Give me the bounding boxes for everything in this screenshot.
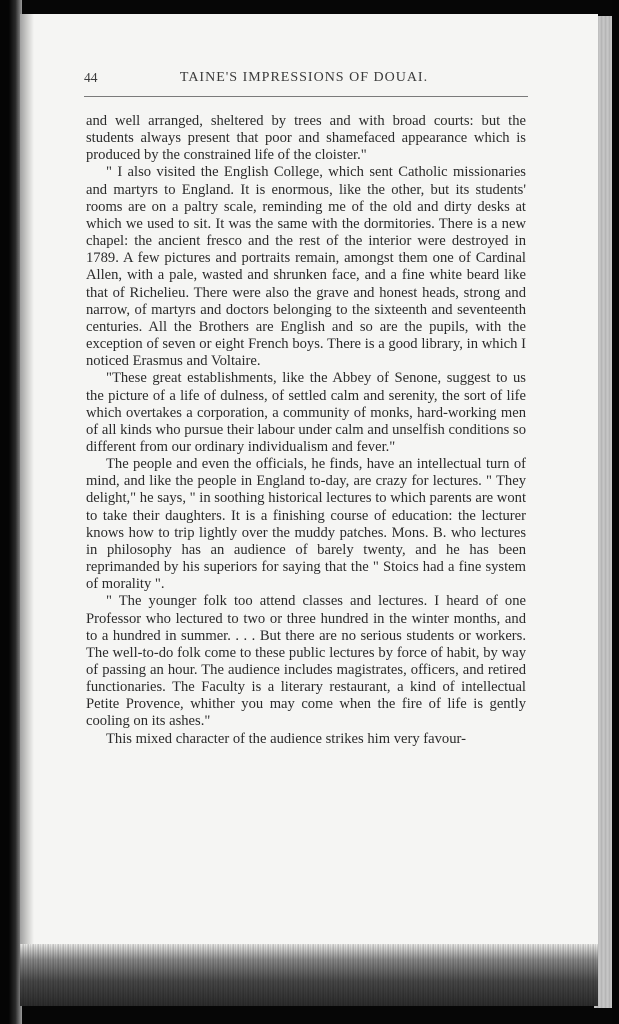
paragraph: The people and even the officials, he finds, have an intellectual turn of mind, and like the people in England to-day, are crazy for lectures. " They delight," he says, " in soothing historical lectures to which parents are wont to take their daughters. It is a finishing course of education: the lecturer knows how to trip lightly over the muddy patches. Mons. B. who lectures in philosophy has an audience of barely twenty, and he has been reprimanded by his superiors for saying that the " Stoics had a fine system of morality ". <box>86 456 526 593</box>
paragraph: " I also visited the English College, which sent Catholic missionaries and martyrs to England. It is enormous, like the other, but its students' rooms are on a paltry scale, reminding me of the old and dirty desks at which we used to sit. It was the same with the dormitories. There is a new chapel: the ancient fresco and the rest of the interior were destroyed in 1789. A few pictures and portraits remain, amongst them one of Cardinal Allen, with a pale, wasted and shrunken face, and a fine white beard like that of Richelieu. There were also the grave and honest heads, strong and narrow, of martyrs and doctors belonging to the sixteenth and seventeenth centuries. All the Brothers are English and so are the pupils, with the exception of seven or eight French boys. There is a good library, in which I noticed Erasmus and Voltaire. <box>86 164 526 370</box>
paragraph: and well arranged, sheltered by trees and with broad courts: but the students always present that poor and shamefaced appearance which is produced by the constrained life of the cloister." <box>86 113 526 164</box>
scanner-right-margin <box>612 0 619 1024</box>
body-text <box>86 113 526 748</box>
paragraph: "These great establishments, like the Abbey of Senone, suggest to us the picture of a life of dulness, of settled calm and serenity, the sort of life which overtakes a corporation, a community of monks, hard-working men of all kinds who pursue their labour under calm and unselfish conditions so different from our ordinary individualism and fever." <box>86 370 526 455</box>
page-number: 44 <box>84 70 98 85</box>
paragraph: " The younger folk too attend classes and lectures. I heard of one Professor who lectured to two or three hundred in the winter months, and to a hundred in summer. . . . But there are no serious students or workers. The well-to-do folk come to these public lectures by force of habit, by way of passing an hour. The audience includes magistrates, officers, and retired functionaries. The Faculty is a literary restaurant, a kind of intellectual Petite Provence, whither you may come when the fire of life is gently cooling on its ashes." <box>86 593 526 730</box>
header-rule <box>84 96 528 97</box>
running-header <box>84 70 524 94</box>
paragraph: This mixed character of the audience strikes him very favour- <box>106 730 466 747</box>
page-bottom-edge <box>20 944 598 1006</box>
running-title: TAINE'S IMPRESSIONS OF DOUAI. <box>179 70 429 85</box>
scanner-left-margin <box>0 0 22 1024</box>
gutter-shadow <box>20 14 34 1006</box>
